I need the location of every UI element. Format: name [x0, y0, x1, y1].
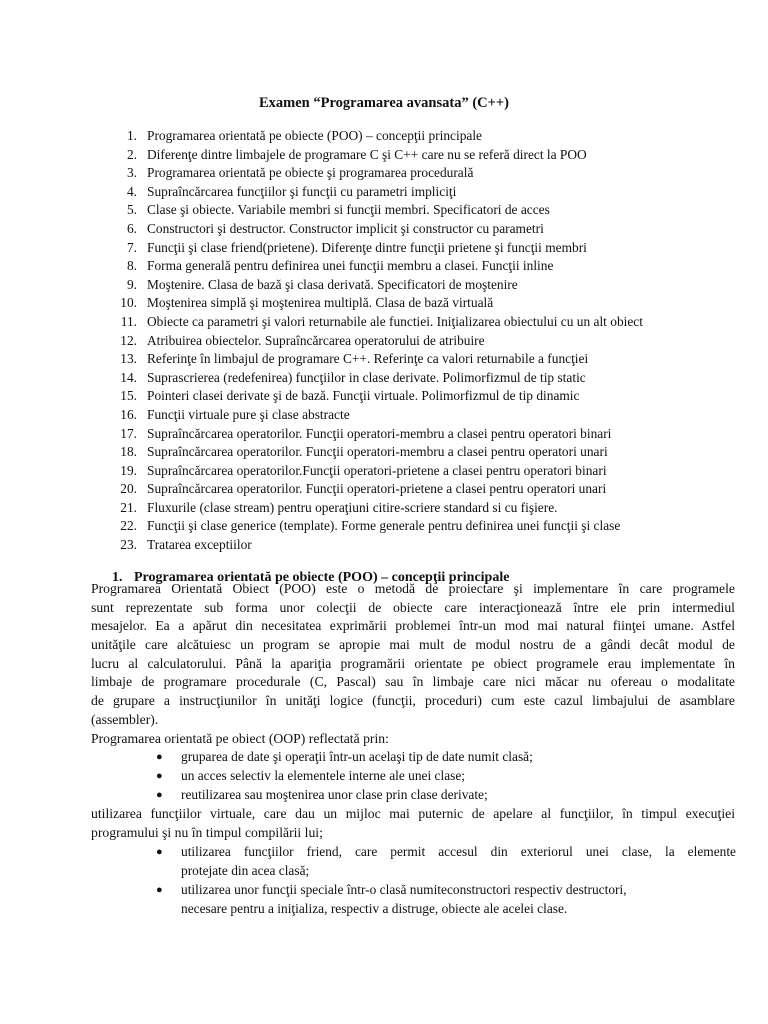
paragraph-line: programului şi nu în timpul compilării lui;	[91, 824, 323, 840]
bullet-icon: ●	[156, 751, 163, 763]
topic-number: 2.	[126, 146, 137, 162]
topic-text: Funcţii şi clase friend(prietene). Diferenţe dintre funcţii prietene şi funcţii membri	[147, 239, 587, 255]
topic-number: 13.	[120, 351, 137, 367]
topic-text: Pointeri clasei derivate şi de bază. Funcţii virtuale. Polimorfizmul de tip dinamic	[147, 388, 580, 404]
topic-item	[110, 425, 643, 444]
topic-item	[110, 462, 643, 481]
topic-number: 3.	[126, 165, 137, 181]
topic-number: 8.	[126, 258, 137, 274]
bullet-item	[156, 843, 736, 880]
topic-number: 19.	[120, 462, 137, 478]
topic-text: Suprascrierea (redefenirea) funcţiilor in clase derivate. Polimorfizmul de tip static	[147, 369, 586, 385]
exam-title: Examen “Programarea avansata” (C++)	[259, 95, 509, 111]
bullet-text: gruparea de date şi operaţii într-un acelaşi tip de date numit clasă;	[181, 749, 533, 764]
paragraph-line: unităţile care alcătuiesc un program se apropie mai mult de modul nostru de a gândi decât modul de	[91, 637, 735, 653]
bullet-text: reutilizarea sau moştenirea unor clase prin clase derivate;	[181, 787, 488, 802]
section-title: Programarea orientată pe obiecte (POO) – concepţii principale	[134, 570, 510, 585]
bullet-text: protejate din acea clasă;	[181, 862, 310, 878]
topic-text: Programarea orientată pe obiecte şi programarea procedurală	[147, 165, 474, 181]
topic-item	[110, 127, 643, 146]
topic-text: Supraîncărcarea operatorilor.Funcţii operatori-prietene a clasei pentru operatori binari	[147, 462, 607, 478]
topic-text: Programarea orientată pe obiecte (POO) – concepţii principale	[147, 128, 482, 143]
topic-number: 22.	[120, 518, 137, 534]
topic-item	[110, 406, 643, 425]
topic-text: Fluxurile (clase stream) pentru operaţiuni citire-scriere standard si cu fişiere.	[147, 499, 558, 515]
paragraph-line: limbaje de programare procedurale (C, Pascal) sau în limbaje care nici măcar nu ofereau o modalitate	[91, 674, 735, 690]
topic-item	[110, 220, 643, 239]
topic-item	[110, 387, 643, 406]
topic-item	[110, 183, 643, 202]
topic-number: 18.	[120, 444, 137, 460]
topic-item	[110, 146, 643, 165]
topic-number: 14.	[120, 369, 137, 385]
bullet-text: necesare pentru a iniţializa, respectiv a distruge, obiecte ale acelei clase.	[181, 900, 568, 916]
topic-text: Supraîncărcarea operatorilor. Funcţii operatori-membru a clasei pentru operatori unari	[147, 444, 608, 460]
topic-number: 6.	[126, 220, 137, 236]
topic-item	[110, 443, 643, 462]
topic-item	[110, 239, 643, 258]
topic-number: 17.	[120, 425, 137, 441]
bullet-item	[156, 748, 736, 767]
topic-text: Supraîncărcarea funcţiilor şi funcţii cu parametri impliciţi	[147, 183, 457, 199]
bullet-icon: ●	[156, 770, 163, 782]
topic-item	[110, 201, 643, 220]
bullet-text: utilizarea funcţiilor friend, care permit accesul din exteriorul unei clase, la elemente	[181, 844, 736, 859]
topic-text: Supraîncărcarea operatorilor. Funcţii operatori-membru a clasei pentru operatori binari	[147, 425, 612, 441]
topic-item	[110, 350, 643, 369]
paragraph-line: (assembler).	[91, 711, 159, 727]
topic-number: 16.	[120, 406, 137, 422]
topic-number: 10.	[120, 295, 137, 311]
topic-text: Obiecte ca parametri şi valori returnabile ale functiei. Iniţializarea obiectului cu un alt obiect	[147, 313, 643, 329]
topic-number: 9.	[126, 276, 137, 292]
topic-text: Constructori şi destructor. Constructor implicit şi constructor cu parametri	[147, 220, 544, 236]
topics-list	[110, 127, 643, 555]
topic-item	[110, 257, 643, 276]
bullet-item	[156, 881, 736, 918]
topic-item	[110, 517, 643, 536]
topic-number: 23.	[120, 537, 137, 553]
topic-number: 12.	[120, 332, 137, 348]
paragraph-line: mesajelor. Ea a apărut din necesitatea exprimării problemei într-un mod mai natural fiinţei umane. Astfel	[91, 618, 735, 634]
topic-item	[110, 332, 643, 351]
topic-item	[110, 369, 643, 388]
bullet-text: un acces selectiv la elementele interne ale unei clase;	[181, 768, 466, 783]
paragraph-line: sunt reprezentate sub forma unor colecţii de obiecte care interacţionează între ele prin intermediul	[91, 599, 735, 615]
paragraph-line: Programarea Orientată Obiect (POO) este o metodă de proiectare şi implementare în care programele	[91, 581, 735, 596]
bullet-item	[156, 767, 736, 786]
topic-text: Clase şi obiecte. Variabile membri si funcţii membri. Specificatori de acces	[147, 202, 550, 218]
intro-paragraph	[91, 580, 735, 748]
topic-item	[110, 480, 643, 499]
topic-number: 4.	[126, 183, 137, 199]
topic-text: Funcţii virtuale pure şi clase abstracte	[147, 406, 350, 422]
topic-text: Atribuirea obiectelor. Supraîncărcarea operatorului de atribuire	[147, 332, 485, 348]
topic-number: 21.	[120, 499, 137, 515]
topic-item	[110, 294, 643, 313]
reflect-line: Programarea orientată pe obiect (OOP) reflectată prin:	[91, 730, 389, 746]
bullet-text: utilizarea unor funcţii speciale într-o clasă numiteconstructori respectiv destructori,	[181, 882, 627, 897]
topic-number: 5.	[126, 202, 137, 218]
section-number: 1.	[112, 570, 123, 585]
topic-text: Moştenirea simplă şi moştenirea multiplă. Clasa de bază virtuală	[147, 295, 494, 311]
topic-item	[110, 536, 643, 555]
topic-number: 1.	[126, 128, 137, 143]
paragraph-line: utilizarea funcţiilor virtuale, care dau un mijloc mai puternic de apelare al funcţiilor, în timpul execuţiei	[91, 806, 735, 821]
topic-item	[110, 313, 643, 332]
bullet-icon: ●	[156, 846, 163, 858]
topic-number: 7.	[126, 239, 137, 255]
topic-number: 15.	[120, 388, 137, 404]
topic-number: 20.	[120, 481, 137, 497]
topic-text: Funcţii şi clase generice (template). Forme generale pentru definirea unei funcţii şi clase	[147, 518, 621, 534]
topic-text: Tratarea exceptiilor	[147, 537, 252, 553]
topic-item	[110, 276, 643, 295]
topic-text: Supraîncărcarea operatorilor. Funcţii operatori-prietene a clasei pentru operatori unari	[147, 481, 607, 497]
topic-text: Forma generală pentru definirea unei funcţii membru a clasei. Funcţii inline	[147, 258, 554, 274]
topic-text: Moştenire. Clasa de bază şi clasa derivată. Specificatori de moştenire	[147, 276, 518, 292]
bullet-icon: ●	[156, 789, 163, 801]
bullet-icon: ●	[156, 884, 163, 896]
bullet-item	[156, 786, 736, 805]
paragraph-line: de grupare a instrucţiunilor în unităţi logice (funcţii, proceduri) cum este cazul limbajului de asamblare	[91, 693, 735, 709]
topic-text: Referinţe în limbajul de programare C++. Referinţe ca valori returnabile a funcţiei	[147, 351, 589, 367]
virtual-paragraph	[91, 805, 735, 842]
topic-item	[110, 499, 643, 518]
topic-item	[110, 164, 643, 183]
paragraph-line: lucru al calculatorului. Până la apariţia programării orientate pe obiect programele erau implementate în	[91, 655, 735, 671]
topic-text: Diferenţe dintre limbajele de programare C şi C++ care nu se referă direct la POO	[147, 146, 587, 162]
topic-number: 11.	[120, 313, 137, 329]
